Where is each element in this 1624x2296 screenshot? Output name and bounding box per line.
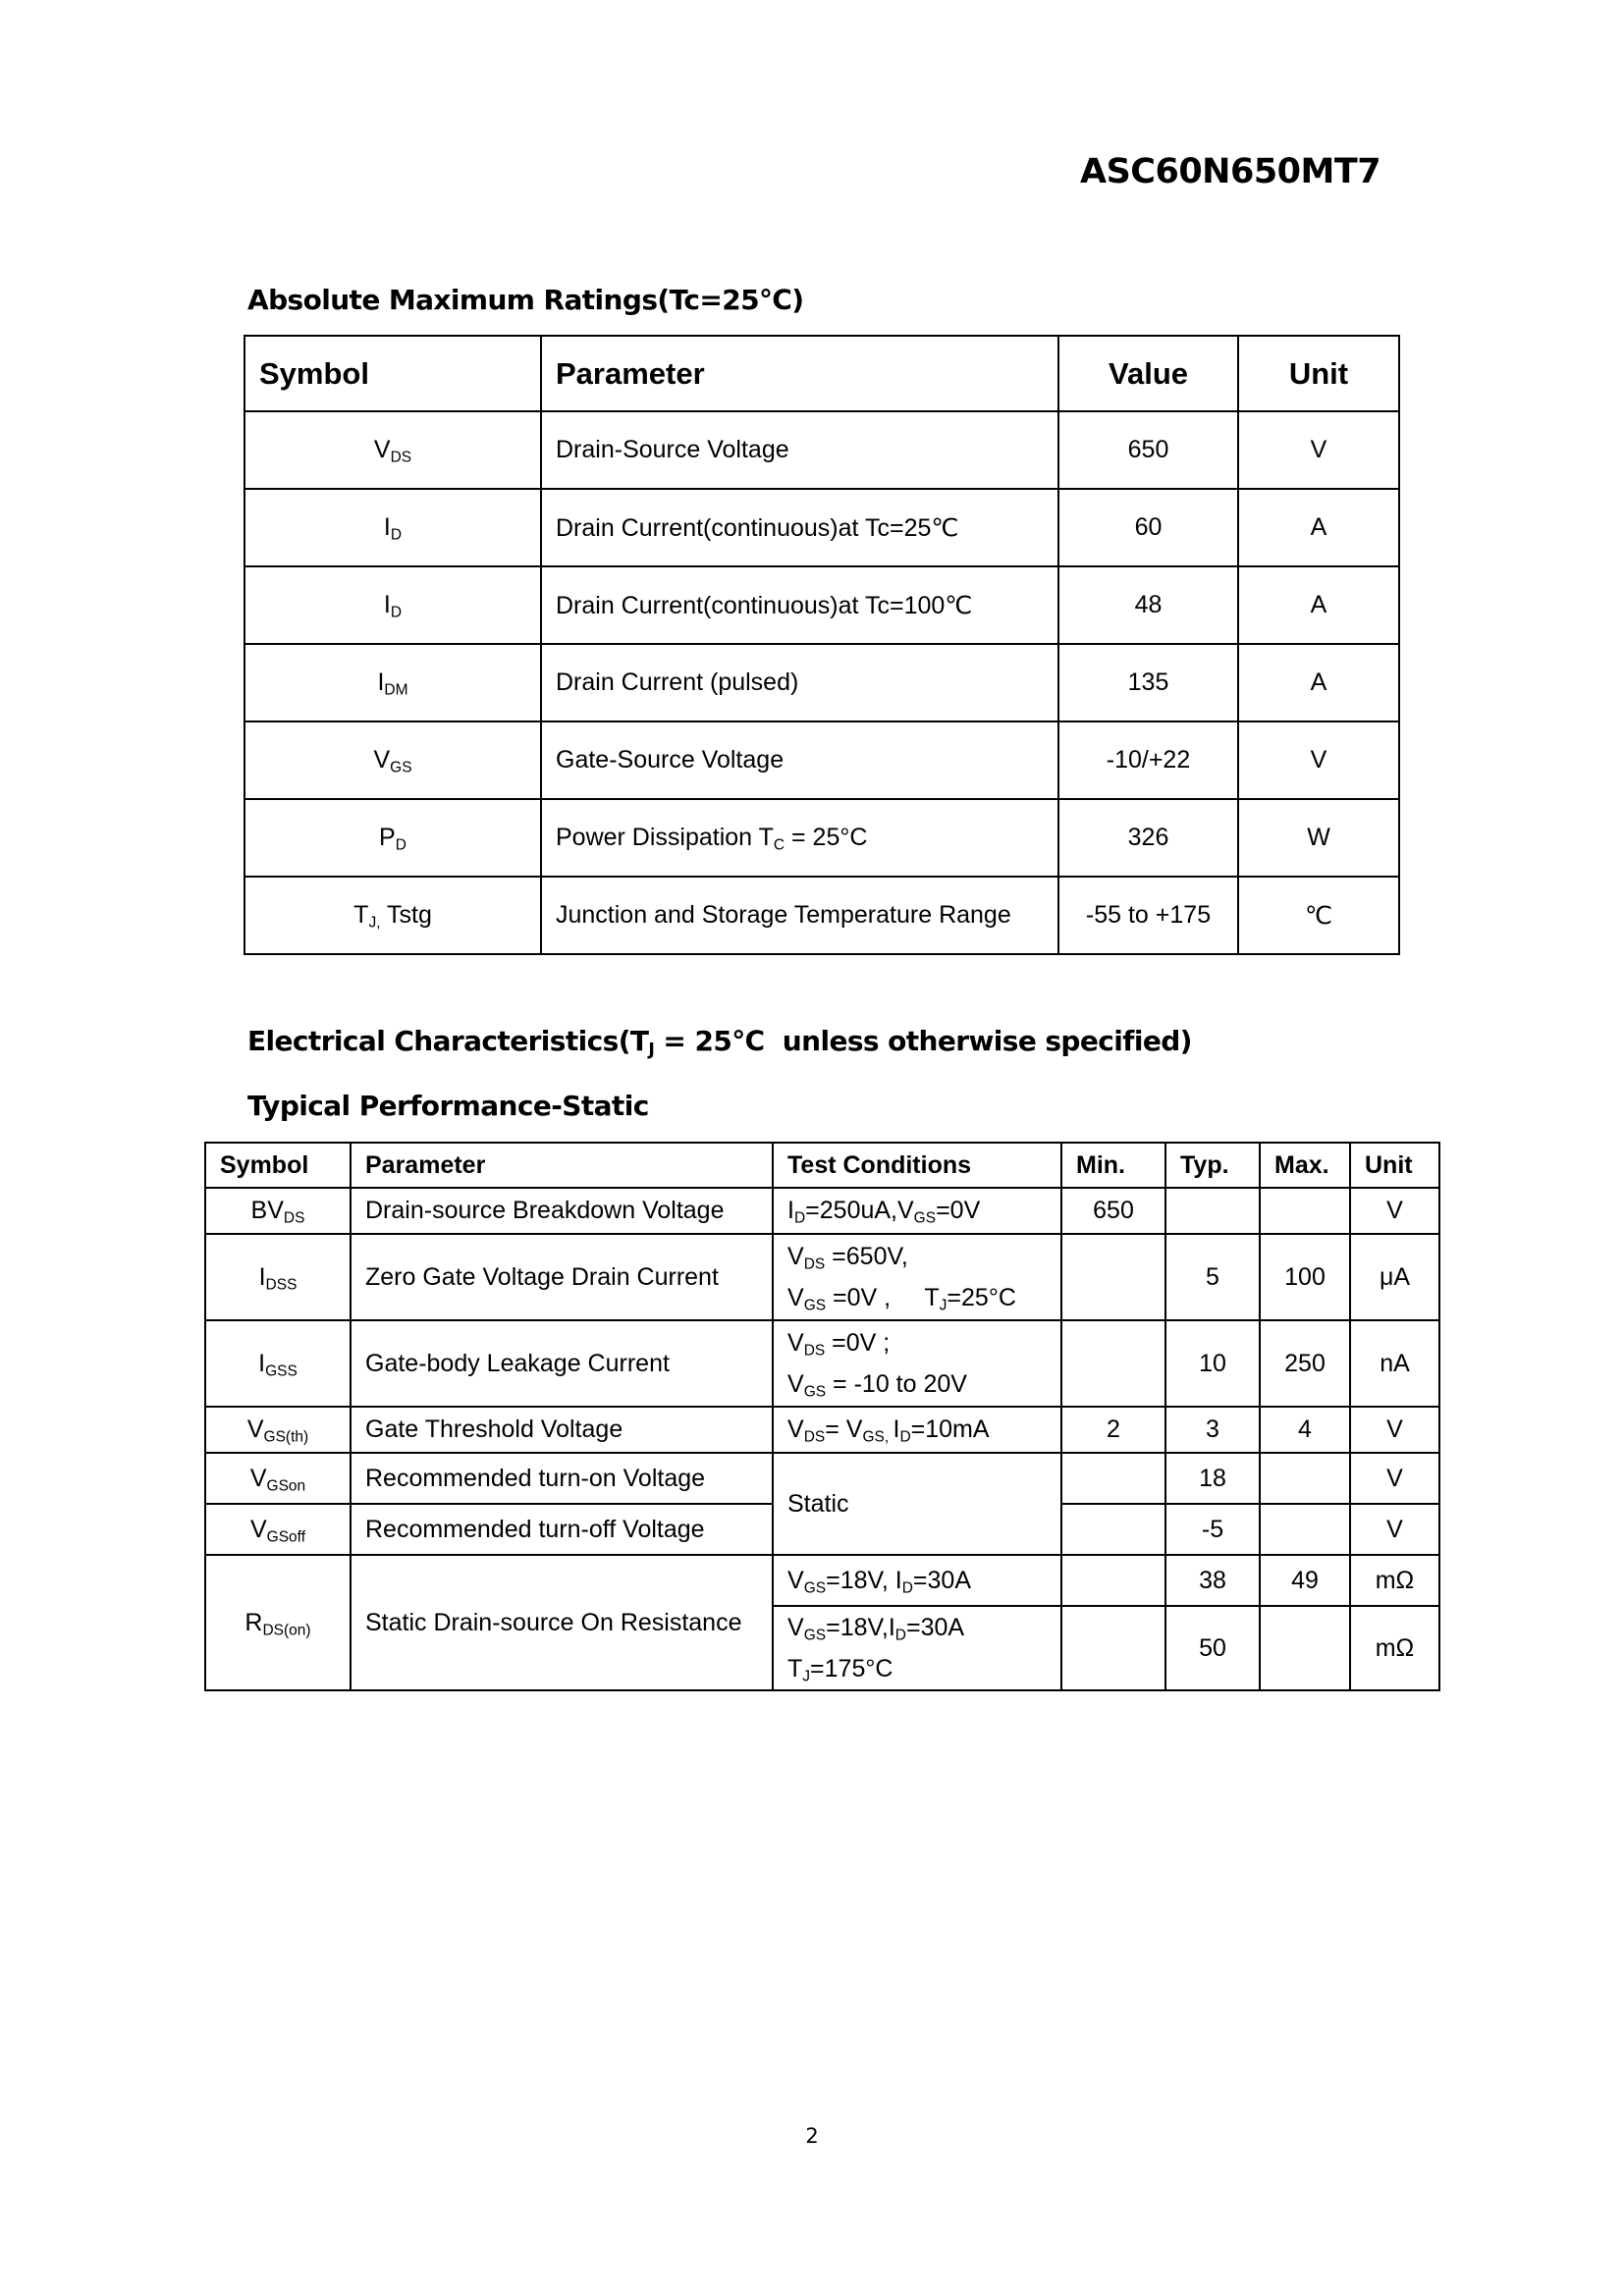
- unit-cell: V: [1350, 1504, 1439, 1555]
- unit-cell: V: [1350, 1188, 1439, 1234]
- symbol-cell: $I_D$: [244, 489, 541, 566]
- parameter-cell: Zero Gate Voltage Drain Current: [351, 1234, 773, 1320]
- typical-performance-static-table: [204, 1142, 1440, 1691]
- symbol-cell: $V_{GS(th)}$: [205, 1407, 351, 1453]
- condition-cell: $V_{DS} =650V$, $V_{GS} =0V$ , $T_J=25^\circ C$: [773, 1234, 1061, 1320]
- parameter-cell: Recommended turn-off Voltage: [351, 1504, 773, 1555]
- header-min: Min.: [1061, 1143, 1165, 1188]
- parameter-cell: Drain Current (pulsed): [541, 644, 1058, 721]
- electrical-characteristics-title: Electrical $Characteristics(T_J$ = 25℃ unless otherwise specified): [247, 1025, 1192, 1061]
- value-cell: 326: [1058, 799, 1238, 877]
- max-cell: [1260, 1188, 1350, 1234]
- max-cell: [1260, 1606, 1350, 1690]
- unit-cell: mΩ: [1350, 1606, 1439, 1690]
- parameter-cell: Drain Current(continuous)at Tc=100℃: [541, 566, 1058, 644]
- header-typ: Typ.: [1165, 1143, 1260, 1188]
- symbol-cell: $I_{DM}$: [244, 644, 541, 721]
- unit-cell: A: [1238, 489, 1399, 566]
- unit-cell: nA: [1350, 1320, 1439, 1407]
- typ-cell: 5: [1165, 1234, 1260, 1320]
- header-unit: Unit: [1350, 1143, 1439, 1188]
- max-cell: [1260, 1453, 1350, 1504]
- unit-cell: A: [1238, 566, 1399, 644]
- typ-cell: [1165, 1188, 1260, 1234]
- table-row: [205, 1188, 1439, 1234]
- symbol-cell: $V_{GS}$: [244, 721, 541, 799]
- parameter-cell: Drain-source Breakdown Voltage: [351, 1188, 773, 1234]
- max-cell: 4: [1260, 1407, 1350, 1453]
- table-row: [244, 644, 1399, 721]
- value-cell: -55 to +175: [1058, 877, 1238, 954]
- max-cell: 250: [1260, 1320, 1350, 1407]
- symbol-cell: $I_{GSS}$: [205, 1320, 351, 1407]
- table-row: [205, 1320, 1439, 1407]
- value-cell: 60: [1058, 489, 1238, 566]
- table-row: [205, 1555, 1439, 1606]
- max-cell: 49: [1260, 1555, 1350, 1606]
- symbol-cell: $I_D$: [244, 566, 541, 644]
- symbol-cell: $I_{DSS}$: [205, 1234, 351, 1320]
- value-cell: 48: [1058, 566, 1238, 644]
- min-cell: [1061, 1234, 1165, 1320]
- unit-cell: V: [1238, 411, 1399, 489]
- condition-cell: $V_{DS} =0V$ ; $V_{GS} = -10$ to 20V: [773, 1320, 1061, 1407]
- symbol-cell: $T_{J,}$ Tstg: [244, 877, 541, 954]
- min-cell: 650: [1061, 1188, 1165, 1234]
- table-row: [205, 1453, 1439, 1504]
- min-cell: [1061, 1453, 1165, 1504]
- header-value: Value: [1058, 336, 1238, 411]
- condition-cell: $V_{GS}=18V,I_D=30A$ $T_J=175^\circ C$: [773, 1606, 1061, 1690]
- unit-cell: V: [1350, 1453, 1439, 1504]
- value-cell: -10/+22: [1058, 721, 1238, 799]
- parameter-cell: Recommended turn-on Voltage: [351, 1453, 773, 1504]
- table-row: [244, 489, 1399, 566]
- typical-performance-static-title: Typical Performance-Static: [247, 1090, 649, 1122]
- header-unit: Unit: [1238, 336, 1399, 411]
- symbol-cell: $BV_{DS}$: [205, 1188, 351, 1234]
- table-row: [244, 411, 1399, 489]
- parameter-cell: Junction and Storage Temperature Range: [541, 877, 1058, 954]
- unit-cell: A: [1238, 644, 1399, 721]
- header-test-conditions: Test Conditions: [773, 1143, 1061, 1188]
- absolute-max-ratings-title: Absolute Maximum Ratings(Tc=25℃): [247, 284, 804, 316]
- unit-cell: ℃: [1238, 877, 1399, 954]
- symbol-cell: $P_D$: [244, 799, 541, 877]
- parameter-cell: Gate Threshold Voltage: [351, 1407, 773, 1453]
- symbol-cell: $R_{DS(on)}$: [205, 1555, 351, 1690]
- unit-cell: V: [1350, 1407, 1439, 1453]
- parameter-cell: Drain Current(continuous)at Tc=25℃: [541, 489, 1058, 566]
- typ-cell: -5: [1165, 1504, 1260, 1555]
- min-cell: 2: [1061, 1407, 1165, 1453]
- symbol-cell: $V_{DS}$: [244, 411, 541, 489]
- parameter-cell: Gate-Source Voltage: [541, 721, 1058, 799]
- table-header-row: [205, 1143, 1439, 1188]
- table-row: [244, 721, 1399, 799]
- unit-cell: V: [1238, 721, 1399, 799]
- value-cell: 650: [1058, 411, 1238, 489]
- condition-cell: $I_D=250uA,V_{GS}=0V$: [773, 1188, 1061, 1234]
- typ-cell: 38: [1165, 1555, 1260, 1606]
- header-parameter: Parameter: [351, 1143, 773, 1188]
- table-row: [244, 799, 1399, 877]
- header-parameter: Parameter: [541, 336, 1058, 411]
- table-row: [205, 1234, 1439, 1320]
- symbol-cell: $V_{GSoff}$: [205, 1504, 351, 1555]
- part-number: ASC60N650MT7: [1080, 152, 1381, 191]
- table-row: [205, 1407, 1439, 1453]
- condition-cell: $V_{DS}= V_{GS,}$ $I_D=10mA$: [773, 1407, 1061, 1453]
- min-cell: [1061, 1606, 1165, 1690]
- parameter-cell: Power Dissipation $T_C = 25^\circ C$: [541, 799, 1058, 877]
- unit-cell: W: [1238, 799, 1399, 877]
- parameter-cell: Drain-Source Voltage: [541, 411, 1058, 489]
- table-row: [244, 877, 1399, 954]
- max-cell: [1260, 1504, 1350, 1555]
- table-header-row: [244, 336, 1399, 411]
- min-cell: [1061, 1504, 1165, 1555]
- typ-cell: 10: [1165, 1320, 1260, 1407]
- header-symbol: Symbol: [205, 1143, 351, 1188]
- min-cell: [1061, 1320, 1165, 1407]
- unit-cell: μA: [1350, 1234, 1439, 1320]
- header-max: Max.: [1260, 1143, 1350, 1188]
- table-row: [244, 566, 1399, 644]
- condition-cell: Static: [773, 1453, 1061, 1555]
- header-symbol: Symbol: [244, 336, 541, 411]
- page-number: 2: [805, 2124, 819, 2148]
- typ-cell: 50: [1165, 1606, 1260, 1690]
- typ-cell: 18: [1165, 1453, 1260, 1504]
- symbol-cell: $V_{GSon}$: [205, 1453, 351, 1504]
- absolute-max-ratings-table: [244, 335, 1400, 955]
- parameter-cell: Gate-body Leakage Current: [351, 1320, 773, 1407]
- max-cell: 100: [1260, 1234, 1350, 1320]
- condition-cell: $V_{GS}=18V$, $I_D=30A$: [773, 1555, 1061, 1606]
- value-cell: 135: [1058, 644, 1238, 721]
- unit-cell: mΩ: [1350, 1555, 1439, 1606]
- min-cell: [1061, 1555, 1165, 1606]
- parameter-cell: Static Drain-source On Resistance: [351, 1555, 773, 1690]
- typ-cell: 3: [1165, 1407, 1260, 1453]
